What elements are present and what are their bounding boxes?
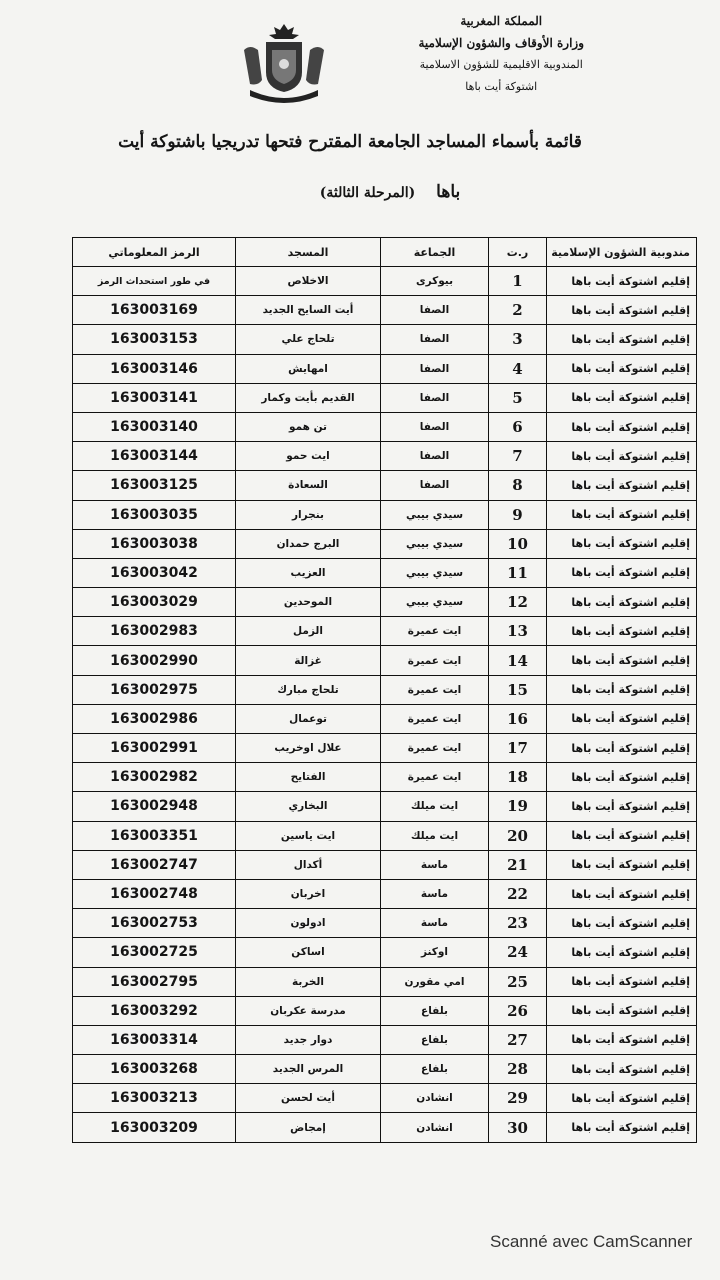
table-row <box>73 821 697 850</box>
cell-mosque: أكدال <box>236 850 381 879</box>
cell-number: 22 <box>489 879 547 908</box>
cell-number: 4 <box>489 354 547 383</box>
cell-commune: ايت عميرة <box>381 734 489 763</box>
cell-number: 1 <box>489 267 547 296</box>
cell-number: 16 <box>489 704 547 733</box>
cell-mosque: البخاري <box>236 792 381 821</box>
table-row <box>73 938 697 967</box>
cell-commune: الصفا <box>381 442 489 471</box>
subtitle-phase: (المرحلة الثالثة) <box>319 185 416 201</box>
cell-mosque: اساكن <box>236 938 381 967</box>
cell-number: 14 <box>489 646 547 675</box>
cell-number: 6 <box>489 412 547 441</box>
cell-commune: الصفا <box>381 296 489 325</box>
table-row <box>73 967 697 996</box>
cell-commune: الصفا <box>381 412 489 441</box>
table-row <box>73 500 697 529</box>
cell-commune: ايت عميرة <box>381 646 489 675</box>
cell-code: 163002725 <box>73 938 236 967</box>
cell-mosque: الخربة <box>236 967 381 996</box>
table-row <box>73 1113 697 1142</box>
cell-number: 21 <box>489 850 547 879</box>
scanner-watermark: Scanné avec CamScanner <box>490 1232 693 1251</box>
table-row <box>73 675 697 704</box>
cell-code: 163003038 <box>73 529 236 558</box>
ministry-header <box>418 10 584 98</box>
table-row <box>73 1055 697 1084</box>
table-row <box>73 850 697 879</box>
header-ministry: وزارة الأوقاف والشؤون الإسلامية <box>418 36 584 50</box>
cell-commune: ايت عميرة <box>381 617 489 646</box>
table-body <box>73 267 697 1143</box>
cell-mosque: ايت حمو <box>236 442 381 471</box>
cell-mosque: الزمل <box>236 617 381 646</box>
cell-code: 163003213 <box>73 1084 236 1113</box>
table-row <box>73 763 697 792</box>
cell-commune: سيدي بيبي <box>381 588 489 617</box>
cell-number: 15 <box>489 675 547 704</box>
coat-of-arms-emblem <box>236 20 332 106</box>
table-row <box>73 704 697 733</box>
cell-delegation: إقليم اشتوكة أيت باها <box>547 1113 697 1142</box>
cell-delegation: إقليم اشتوكة أيت باها <box>547 850 697 879</box>
cell-commune: انشادن <box>381 1084 489 1113</box>
mosques-table <box>72 237 697 1143</box>
cell-mosque: أيت السايح الجديد <box>236 296 381 325</box>
cell-number: 19 <box>489 792 547 821</box>
cell-mosque: تن همو <box>236 412 381 441</box>
document-subtitle <box>290 182 490 202</box>
cell-commune: بيوكرى <box>381 267 489 296</box>
cell-number: 28 <box>489 1055 547 1084</box>
cell-code: 163002982 <box>73 763 236 792</box>
cell-delegation: إقليم اشتوكة أيت باها <box>547 996 697 1025</box>
cell-number: 10 <box>489 529 547 558</box>
cell-number: 13 <box>489 617 547 646</box>
table-row <box>73 996 697 1025</box>
cell-delegation: إقليم اشتوكة أيت باها <box>547 1055 697 1084</box>
cell-delegation: إقليم اشتوكة أيت باها <box>547 529 697 558</box>
cell-delegation: إقليم اشتوكة أيت باها <box>547 704 697 733</box>
cell-code: 163003146 <box>73 354 236 383</box>
header-mosque-col: المسجد <box>236 238 381 267</box>
cell-mosque: الاخلاص <box>236 267 381 296</box>
cell-number: 30 <box>489 1113 547 1142</box>
table-row <box>73 588 697 617</box>
cell-number: 25 <box>489 967 547 996</box>
cell-delegation: إقليم اشتوكة أيت باها <box>547 792 697 821</box>
cell-commune: ماسة <box>381 850 489 879</box>
cell-delegation: إقليم اشتوكة أيت باها <box>547 909 697 938</box>
cell-number: 29 <box>489 1084 547 1113</box>
cell-mosque: السعادة <box>236 471 381 500</box>
cell-delegation: إقليم اشتوكة أيت باها <box>547 1084 697 1113</box>
cell-number: 26 <box>489 996 547 1025</box>
header-kingdom: المملكة المغربية <box>460 14 543 28</box>
cell-delegation: إقليم اشتوكة أيت باها <box>547 588 697 617</box>
cell-mosque: امهايش <box>236 354 381 383</box>
cell-code: 163003268 <box>73 1055 236 1084</box>
cell-number: 2 <box>489 296 547 325</box>
table-row <box>73 558 697 587</box>
cell-commune: ايت عميرة <box>381 675 489 704</box>
cell-code: 163003144 <box>73 442 236 471</box>
cell-delegation: إقليم اشتوكة أيت باها <box>547 763 697 792</box>
cell-commune: الصفا <box>381 354 489 383</box>
cell-delegation: إقليم اشتوكة أيت باها <box>547 412 697 441</box>
cell-mosque: الفتايح <box>236 763 381 792</box>
cell-code: 163002748 <box>73 879 236 908</box>
table-row <box>73 267 697 296</box>
cell-code: 163002975 <box>73 675 236 704</box>
cell-commune: امي مقورن <box>381 967 489 996</box>
table-row <box>73 792 697 821</box>
cell-mosque: أيت لحسن <box>236 1084 381 1113</box>
cell-commune: انشادن <box>381 1113 489 1142</box>
cell-number: 17 <box>489 734 547 763</box>
cell-code: 163003035 <box>73 500 236 529</box>
cell-code: 163003153 <box>73 325 236 354</box>
table-row <box>73 383 697 412</box>
cell-commune: الصفا <box>381 471 489 500</box>
cell-mosque: ايت ياسين <box>236 821 381 850</box>
table-header-row <box>73 238 697 267</box>
cell-code: 163002753 <box>73 909 236 938</box>
table-row <box>73 412 697 441</box>
table-row <box>73 325 697 354</box>
cell-delegation: إقليم اشتوكة أيت باها <box>547 675 697 704</box>
cell-delegation: إقليم اشتوكة أيت باها <box>547 879 697 908</box>
cell-delegation: إقليم اشتوكة أيت باها <box>547 821 697 850</box>
cell-delegation: إقليم اشتوكة أيت باها <box>547 1025 697 1054</box>
table-row <box>73 909 697 938</box>
cell-delegation: إقليم اشتوكة أيت باها <box>547 325 697 354</box>
cell-commune: سيدي بيبي <box>381 558 489 587</box>
cell-code: 163002983 <box>73 617 236 646</box>
cell-number: 3 <box>489 325 547 354</box>
cell-code: 163002990 <box>73 646 236 675</box>
cell-code: 163003351 <box>73 821 236 850</box>
table-row <box>73 296 697 325</box>
cell-mosque: بنجرار <box>236 500 381 529</box>
cell-mosque: العزيب <box>236 558 381 587</box>
table-row <box>73 879 697 908</box>
cell-number: 27 <box>489 1025 547 1054</box>
cell-delegation: إقليم اشتوكة أيت باها <box>547 646 697 675</box>
cell-code: في طور استحداث الرمز <box>73 267 236 296</box>
cell-code: 163003169 <box>73 296 236 325</box>
cell-mosque: إمجاض <box>236 1113 381 1142</box>
cell-number: 9 <box>489 500 547 529</box>
cell-code: 163003314 <box>73 1025 236 1054</box>
cell-commune: سيدي بيبي <box>381 500 489 529</box>
cell-commune: ماسة <box>381 909 489 938</box>
cell-commune: ايت عميرة <box>381 704 489 733</box>
cell-delegation: إقليم اشتوكة أيت باها <box>547 296 697 325</box>
cell-delegation: إقليم اشتوكة أيت باها <box>547 500 697 529</box>
cell-commune: ايت عميرة <box>381 763 489 792</box>
table-row <box>73 646 697 675</box>
cell-delegation: إقليم اشتوكة أيت باها <box>547 734 697 763</box>
cell-code: 163002747 <box>73 850 236 879</box>
cell-number: 5 <box>489 383 547 412</box>
cell-mosque: البرج حمدان <box>236 529 381 558</box>
table-row <box>73 442 697 471</box>
cell-commune: بلفاع <box>381 1025 489 1054</box>
cell-commune: سيدي بيبي <box>381 529 489 558</box>
cell-delegation: إقليم اشتوكة أيت باها <box>547 967 697 996</box>
cell-commune: ايت ميلك <box>381 821 489 850</box>
cell-commune: بلفاع <box>381 1055 489 1084</box>
cell-commune: ماسة <box>381 879 489 908</box>
cell-number: 24 <box>489 938 547 967</box>
cell-commune: ايت ميلك <box>381 792 489 821</box>
cell-mosque: توعمال <box>236 704 381 733</box>
cell-delegation: إقليم اشتوكة أيت باها <box>547 617 697 646</box>
header-province: اشتوكة أيت باها <box>465 80 538 93</box>
document-title: قائمة بأسماء المساجد الجامعة المقترح فتحها تدريجيا باشتوكة أيت <box>118 132 582 152</box>
cell-mosque: اخربان <box>236 879 381 908</box>
cell-mosque: علال اوخريب <box>236 734 381 763</box>
cell-delegation: إقليم اشتوكة أيت باها <box>547 558 697 587</box>
cell-delegation: إقليم اشتوكة أيت باها <box>547 938 697 967</box>
cell-code: 163002991 <box>73 734 236 763</box>
cell-code: 163002795 <box>73 967 236 996</box>
cell-code: 163003029 <box>73 588 236 617</box>
cell-commune: الصفا <box>381 325 489 354</box>
cell-number: 18 <box>489 763 547 792</box>
table-row <box>73 471 697 500</box>
cell-delegation: إقليم اشتوكة أيت باها <box>547 354 697 383</box>
cell-code: 163002948 <box>73 792 236 821</box>
cell-code: 163003140 <box>73 412 236 441</box>
table-row <box>73 354 697 383</box>
cell-mosque: ادولون <box>236 909 381 938</box>
cell-number: 7 <box>489 442 547 471</box>
table-row <box>73 617 697 646</box>
cell-delegation: إقليم اشتوكة أيت باها <box>547 471 697 500</box>
header-delegation: المندوبية الاقليمية للشؤون الاسلامية <box>419 58 583 71</box>
cell-delegation: إقليم اشتوكة أيت باها <box>547 383 697 412</box>
cell-mosque: تلحاج مبارك <box>236 675 381 704</box>
header-code-col: الرمز المعلوماتي <box>73 238 236 267</box>
cell-mosque: المرس الجديد <box>236 1055 381 1084</box>
table-row <box>73 734 697 763</box>
cell-number: 11 <box>489 558 547 587</box>
cell-mosque: مدرسة عكربان <box>236 996 381 1025</box>
cell-code: 163003042 <box>73 558 236 587</box>
subtitle-word: باها <box>436 182 461 202</box>
cell-code: 163003125 <box>73 471 236 500</box>
cell-code: 163002986 <box>73 704 236 733</box>
cell-number: 8 <box>489 471 547 500</box>
header-delegation-col: مندوبية الشؤون الإسلامية <box>547 238 697 267</box>
table-row <box>73 1084 697 1113</box>
header-commune-col: الجماعة <box>381 238 489 267</box>
cell-commune: الصفا <box>381 383 489 412</box>
header-num-col: ر.ت <box>489 238 547 267</box>
cell-number: 12 <box>489 588 547 617</box>
cell-mosque: الموحدين <box>236 588 381 617</box>
cell-code: 163003292 <box>73 996 236 1025</box>
cell-mosque: القديم بأيت وكمار <box>236 383 381 412</box>
cell-mosque: تلحاج علي <box>236 325 381 354</box>
cell-code: 163003141 <box>73 383 236 412</box>
cell-mosque: غزالة <box>236 646 381 675</box>
cell-commune: اوكنز <box>381 938 489 967</box>
cell-commune: بلفاع <box>381 996 489 1025</box>
cell-number: 23 <box>489 909 547 938</box>
table-row <box>73 1025 697 1054</box>
cell-delegation: إقليم اشتوكة أيت باها <box>547 442 697 471</box>
cell-code: 163003209 <box>73 1113 236 1142</box>
cell-delegation: إقليم اشتوكة أيت باها <box>547 267 697 296</box>
table-row <box>73 529 697 558</box>
cell-mosque: دوار جديد <box>236 1025 381 1054</box>
cell-number: 20 <box>489 821 547 850</box>
